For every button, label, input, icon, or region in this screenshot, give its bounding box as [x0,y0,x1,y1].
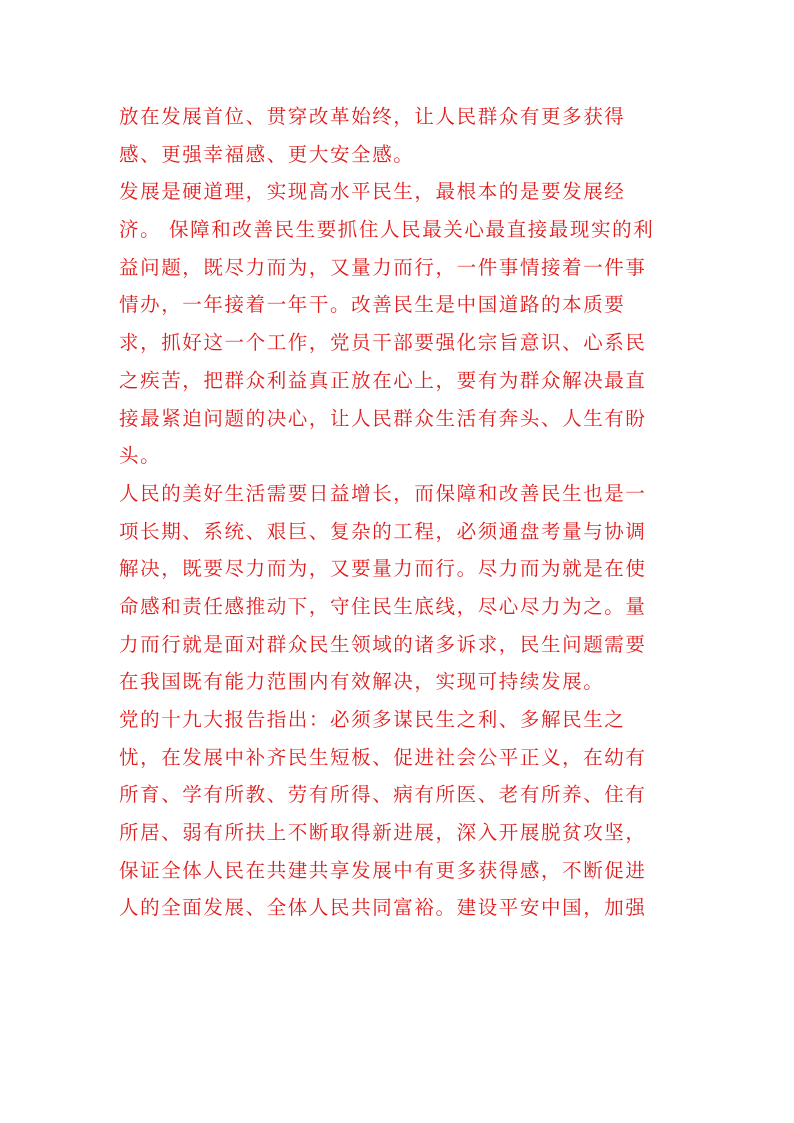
text-line: 解决，既要尽力而为，又要量力而行。尽力而为就是在使 [119,557,647,581]
text-line: 命感和责任感推动下，守住民生底线，尽心尽力为之。量 [119,594,647,618]
text-line: 发展是硬道理，实现高水平民生，最根本的是要发展经 [119,180,626,204]
text-line: 感、更强幸福感、更大安全感。 [119,142,415,166]
text-line: 党的十九大报告指出：必须多谋民生之利、多解民生之 [119,708,626,731]
text-line: 接最紧迫问题的决心，让人民群众生活有奔头、人生有盼 [119,406,647,430]
text-line: 人的全面发展、全体人民共同富裕。建设平安中国，加强 [119,896,647,920]
text-line: 放在发展首位、贯穿改革始终，让人民群众有更多获得 [119,105,626,128]
body-text [119,98,679,927]
text-line: 人民的美好生活需要日益增长，而保障和改善民生也是一 [119,481,647,505]
text-line: 益问题，既尽力而为，又量力而行，一件事情接着一件事 [119,255,647,279]
text-line: 保证全体人民在共建共享发展中有更多获得感，不断促进 [119,858,647,882]
text-line: 在我国既有能力范围内有效解决，实现可持续发展。 [119,670,605,694]
text-line: 情办，一年接着一年干。改善民生是中国道路的本质要 [119,293,626,317]
text-line: 济。 保障和改善民生要抓住人民最关心最直接最现实的利 [119,218,655,242]
text-line: 力而行就是面对群众民生领域的诸多诉求，民生问题需要 [119,632,647,656]
text-line: 项长期、系统、艰巨、复杂的工程，必须通盘考量与协调 [119,519,647,543]
text-line: 所居、弱有所扶上不断取得新进展，深入开展脱贫攻坚， [119,821,647,845]
text-line: 头。 [119,444,162,468]
text-line: 之疾苦，把群众利益真正放在心上，要有为群众解决最直 [119,368,647,392]
text-line: 求，抓好这一个工作，党员干部要强化宗旨意识、心系民 [119,331,647,355]
text-line: 所育、学有所教、劳有所得、病有所医、老有所养、住有 [119,783,647,807]
text-line: 忧，在发展中补齐民生短板、促进社会公平正义，在幼有 [119,745,647,769]
